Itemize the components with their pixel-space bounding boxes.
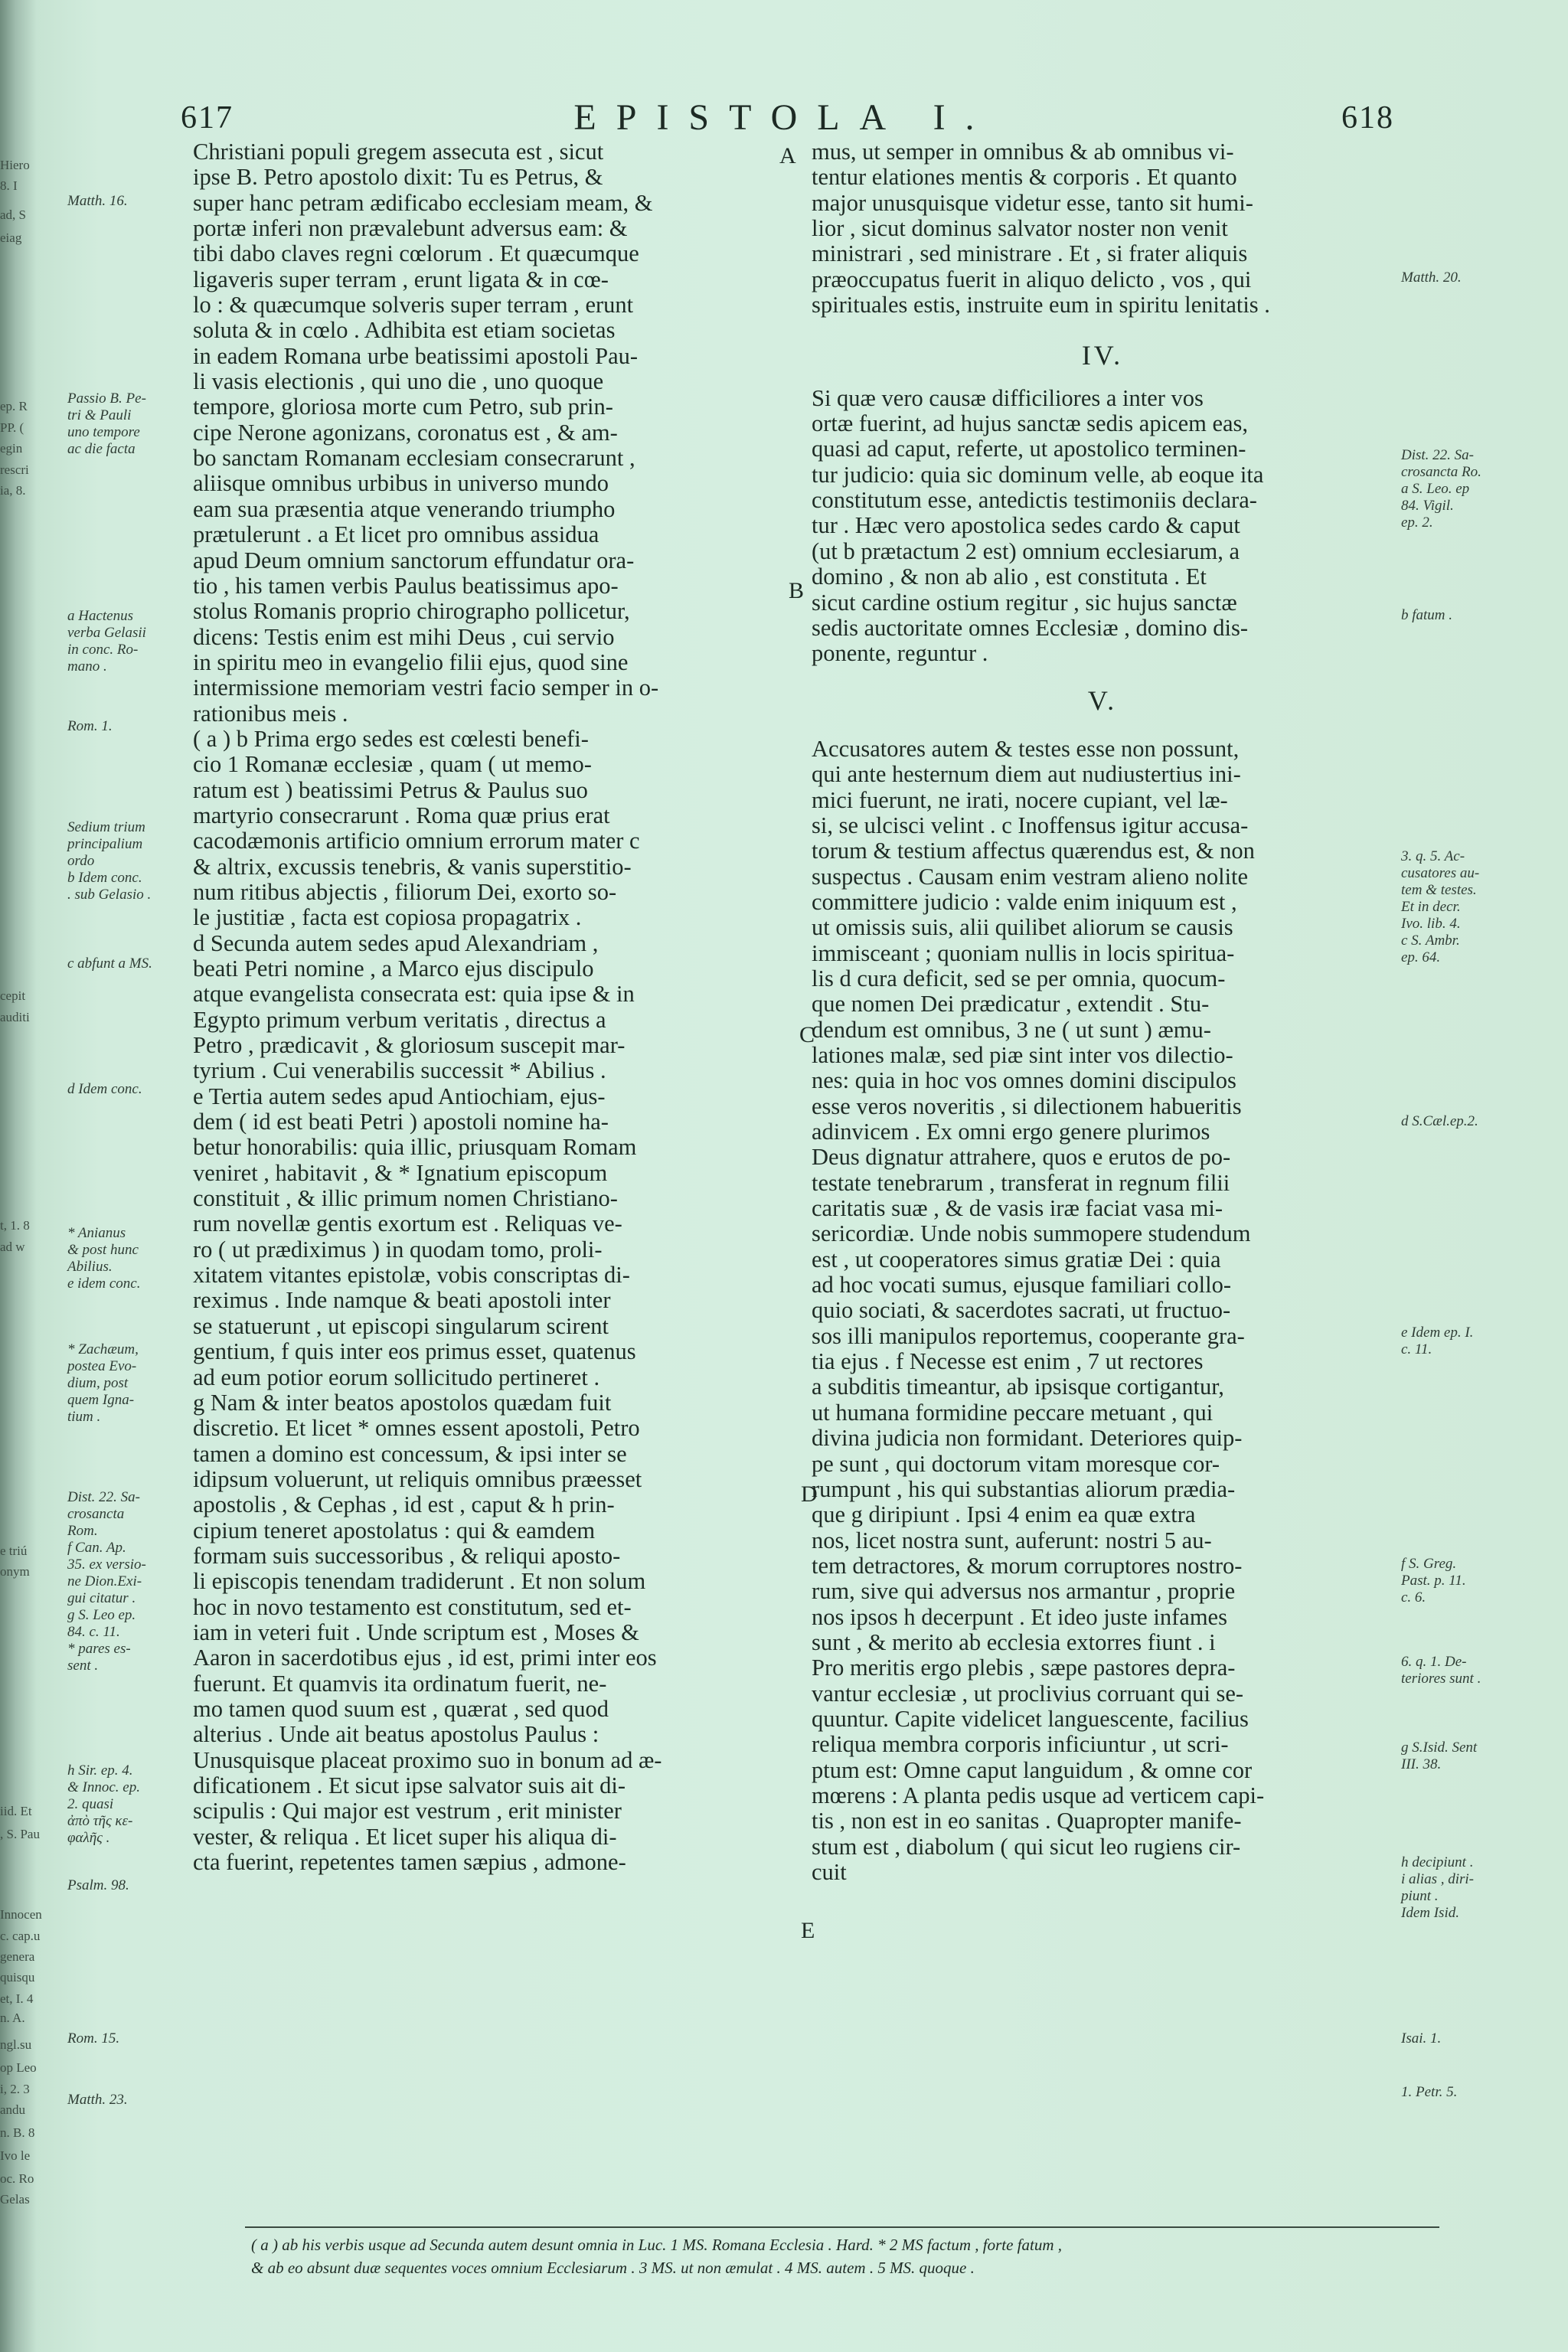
- text-line: constitutum esse, antedictis testimoniis declara-: [812, 488, 1257, 514]
- edge-fragment: Gelas: [0, 2192, 30, 2207]
- margin-note-line: c S. Ambr.: [1401, 933, 1460, 949]
- text-line: rumpunt , his qui substantias aliorum prædia-: [812, 1476, 1236, 1502]
- margin-note: [67, 819, 187, 903]
- edge-fragment: onym: [0, 1564, 30, 1579]
- margin-note-line: c. 6.: [1401, 1589, 1426, 1606]
- margin-note: [67, 1762, 187, 1847]
- margin-note-line: ne Dion.Exi-: [67, 1573, 142, 1589]
- text-line: cta fuerint, repetentes tamen sæpius , admone-: [193, 1850, 626, 1876]
- text-line: Aaron in sacerdotibus ejus , id est, primi inter eos: [193, 1645, 657, 1671]
- text-line: ministrari , sed ministrare . Et , si frater aliquis: [812, 241, 1248, 267]
- text-line: torum & testium affectus quærendus est, & non: [812, 838, 1255, 864]
- margin-note-line: gui citatur .: [67, 1590, 136, 1606]
- margin-note-line: Dist. 22. Sa-: [1401, 447, 1474, 463]
- margin-note-line: tem & testes.: [1401, 882, 1477, 898]
- text-line: xitatem vitantes epistolæ, vobis conscriptas di-: [193, 1263, 630, 1289]
- text-line: immisceant ; quoniam nullis in locis spiritua-: [812, 940, 1235, 966]
- margin-note-line: Matth. 23.: [67, 2092, 128, 2108]
- text-line: betur honorabilis: quia illic, priusquam Romam: [193, 1135, 637, 1161]
- margin-note-line: b Idem conc.: [67, 870, 142, 886]
- text-line: cipe Nerone agonizans, coronatus est , & am-: [193, 420, 618, 446]
- margin-note-line: i alias , diri-: [1401, 1871, 1475, 1887]
- edge-fragment: i, 2. 3: [0, 2082, 30, 2096]
- spacer: [812, 318, 1393, 343]
- text-line: eam sua præsentia atque venerando triumpho: [193, 496, 616, 522]
- margin-note: [1401, 848, 1562, 966]
- text-line: se statuerunt , ut episcopi singularum scirent: [193, 1313, 609, 1339]
- text-line: cuit: [812, 1860, 847, 1885]
- text-line: tis , non est in eo sanitas . Quapropter manife-: [812, 1808, 1242, 1834]
- text-line: dem ( id est beati Petri ) apostoli nomine ha-: [193, 1109, 609, 1135]
- margin-note: [1401, 1740, 1562, 1773]
- margin-note: [1401, 1654, 1562, 1687]
- text-line: mus, ut semper in omnibus & ab omnibus vi-: [812, 139, 1234, 165]
- text-line: stum est , diabolum ( qui sicut leo rugiens cir-: [812, 1834, 1241, 1860]
- text-line: intermissione memoriam vestri facio semper in o-: [193, 675, 659, 701]
- edge-fragment: n. B. 8: [0, 2125, 35, 2140]
- margin-note-line: a Hactenus: [67, 608, 134, 624]
- text-line: dendum est omnibus, 3 ne ( ut sunt ) æmu-: [812, 1017, 1211, 1043]
- spacer: [812, 714, 1393, 737]
- margin-note-line: postea Evo-: [67, 1358, 137, 1374]
- margin-note-line: ep. 2.: [1401, 514, 1433, 531]
- text-line: fuerunt. Et quamvis ita ordinatum fuerit, ne-: [193, 1671, 607, 1697]
- margin-note-line: Abilius.: [67, 1259, 113, 1275]
- text-line: bo sanctam Romanam ecclesiam consecrarunt ,: [193, 446, 635, 472]
- margin-note-line: 84. Vigil.: [1401, 498, 1454, 514]
- text-line: constituit , & illic primum nomen Christiano-: [193, 1186, 618, 1212]
- text-line: tur judicio: quia sic dominum velle, ab eoque ita: [812, 462, 1264, 488]
- margin-note-line: sent .: [67, 1658, 99, 1674]
- text-line: d Secunda autem sedes apud Alexandriam ,: [193, 930, 599, 956]
- margin-note: [67, 718, 187, 735]
- margin-note: [1401, 447, 1562, 531]
- text-line: caritatis suæ , & de vasis iræ faciat vasa mi-: [812, 1196, 1223, 1222]
- edge-fragment: genera: [0, 1949, 35, 1964]
- text-line: sedis auctoritate omnes Ecclesiæ , domino dis-: [812, 615, 1249, 641]
- edge-fragment: ep. R: [0, 399, 28, 413]
- edge-fragment: op Leo: [0, 2060, 37, 2075]
- text-line: apud Deum omnium sanctorum effundatur ora-: [193, 547, 635, 573]
- margin-note-line: tri & Pauli: [67, 407, 132, 423]
- margin-note-line: * Anianus: [67, 1225, 126, 1241]
- text-line: tamen a domino est concessum, & ipsi inter se: [193, 1441, 627, 1467]
- section-marker: E: [801, 1918, 815, 1943]
- text-line: Si quæ vero causæ difficiliores a inter vos: [812, 385, 1204, 411]
- text-line: lo : & quæcumque solveris super terram , erunt: [193, 292, 634, 318]
- text-line: præoccupatus fuerit in aliquo delicto , vos , qui: [812, 266, 1252, 292]
- text-line: ponente, reguntur .: [812, 641, 988, 667]
- margin-note-line: b fatum .: [1401, 607, 1453, 623]
- margin-note-line: d S.Cæl.ep.2.: [1401, 1113, 1478, 1129]
- margin-note-line: Ivo. lib. 4.: [1401, 916, 1461, 932]
- text-line: rum, sive qui adversus nos armantur , proprie: [812, 1579, 1236, 1605]
- section-marker: D: [801, 1481, 818, 1507]
- margin-note-line: Rom. 1.: [67, 718, 113, 734]
- spacer: [812, 369, 1393, 386]
- left-page-number: 617: [181, 100, 234, 136]
- margin-note-line: piunt .: [1401, 1888, 1439, 1904]
- margin-note-line: principalium: [67, 836, 143, 852]
- text-line: sicut cardine ostium regitur , sic hujus sanctæ: [812, 590, 1237, 616]
- edge-fragment: Hiero: [0, 158, 30, 172]
- margin-note-line: dium, post: [67, 1375, 129, 1391]
- text-line: Accusatores autem & testes esse non possunt,: [812, 736, 1240, 762]
- text-line: Deus dignatur attrahere, quos e erutos de po-: [812, 1145, 1231, 1171]
- margin-note-line: & post hunc: [67, 1242, 139, 1258]
- text-line: ptum est: Omne caput languidum , & omne cor: [812, 1757, 1253, 1783]
- margin-note-line: g S.Isid. Sent: [1401, 1740, 1478, 1756]
- right-page-number: 618: [1341, 100, 1394, 136]
- text-line: adinvicem . Ex omni ergo genere plurimos: [812, 1119, 1210, 1145]
- text-line: ad eum potior eorum sollicitudo pertineret .: [193, 1364, 600, 1390]
- text-line: mœrens : A planta pedis usque ad verticem capi-: [812, 1782, 1265, 1808]
- margin-note-line: 1. Petr. 5.: [1401, 2084, 1458, 2100]
- text-line: prætulerunt . a Et licet pro omnibus assidua: [193, 522, 599, 548]
- margin-note-line: Matth. 20.: [1401, 270, 1462, 286]
- margin-note-line: ἀπὸ τῆς κε-: [67, 1813, 133, 1829]
- right-column: [812, 139, 1393, 1885]
- left-column: [193, 139, 801, 1875]
- text-line: vantur ecclesiæ , ut proclivius corruant qui se-: [812, 1681, 1244, 1707]
- section-marker: B: [789, 578, 805, 603]
- margin-note-line: 3. q. 5. Ac-: [1401, 848, 1465, 864]
- text-line: hoc in novo testamento est constitutum, sed et-: [193, 1594, 632, 1620]
- text-line: stolus Romanis proprio chirographo pollicetur,: [193, 599, 630, 625]
- text-line: rum novellæ gentis exortum est . Reliquas ve-: [193, 1211, 622, 1237]
- margin-note-line: Psalm. 98.: [67, 1877, 129, 1893]
- text-line: ut humana formidine peccare metuant , qui: [812, 1400, 1214, 1426]
- margin-note-line: e Idem ep. I.: [1401, 1325, 1474, 1341]
- text-line: cacodæmonis artificio omnium errorum mater c: [193, 828, 640, 854]
- text-line: ut omissis suis, alii quilibet aliorum se causis: [812, 915, 1233, 941]
- margin-note-line: Past. p. 11.: [1401, 1573, 1466, 1589]
- margin-note-line: III. 38.: [1401, 1756, 1442, 1772]
- margin-note-line: Isai. 1.: [1401, 2030, 1442, 2047]
- text-line: tyrium . Cui venerabilis successit * Abilius .: [193, 1058, 606, 1084]
- section-marker: C: [799, 1022, 815, 1047]
- margin-note-line: d Idem conc.: [67, 1081, 142, 1097]
- text-line: ro ( ut prædiximus ) in quodam tomo, proli-: [193, 1236, 603, 1263]
- text-line: ad hoc vocati sumus, ejusque familiari collo-: [812, 1272, 1232, 1298]
- text-line: in eadem Romana urbe beatissimi apostoli Pau-: [193, 343, 639, 369]
- margin-note: [67, 2030, 187, 2047]
- text-line: scipulis : Qui major est vestrum , erit minister: [193, 1798, 622, 1824]
- text-line: ( a ) b Prima ergo sedes est cœlesti benefi-: [193, 726, 589, 752]
- text-line: tia ejus . f Necesse est enim , 7 ut rectores: [812, 1349, 1204, 1375]
- text-line: tentur elationes mentis & corporis . Et quanto: [812, 165, 1237, 191]
- margin-note-line: Et in decr.: [1401, 899, 1461, 915]
- edge-fragment: ad w: [0, 1240, 25, 1254]
- edge-fragment: et, I. 4: [0, 1991, 34, 2006]
- text-line: cipium teneret apostolatus : qui & eamdem: [193, 1517, 596, 1544]
- text-line: (ut b prætactum 2 est) omnium ecclesiarum, a: [812, 538, 1240, 564]
- footnote-line: & ab eo absunt duæ sequentes voces omnium Ecclesiarum . 3 MS. ut non æmulat . 4 MS. autem . 5 MS. quoque .: [251, 2259, 975, 2277]
- text-line: divina judicia non formidant. Deteriores quip-: [812, 1426, 1243, 1452]
- text-line: Egypto primum verbum veritatis , directus a: [193, 1007, 606, 1033]
- margin-note-line: Dist. 22. Sa-: [67, 1489, 140, 1505]
- text-line: Christiani populi gregem assecuta est , sicut: [193, 139, 604, 165]
- text-line: tempore, gloriosa morte cum Petro, sub prin-: [193, 394, 613, 420]
- text-line: ipse B. Petro apostolo dixit: Tu es Petrus, &: [193, 165, 603, 191]
- edge-fragment: Innocen: [0, 1907, 42, 1922]
- text-line: quuntur. Capite videlicet languescente, facilius: [812, 1706, 1249, 1732]
- margin-note-line: g S. Leo ep.: [67, 1607, 136, 1623]
- margin-note: [67, 193, 187, 210]
- margin-note: [1401, 1854, 1562, 1922]
- edge-fragment: auditi: [0, 1010, 30, 1024]
- margin-note-line: 6. q. 1. De-: [1401, 1654, 1467, 1670]
- text-line: dificationem . Et sicut ipse salvator suis ait di-: [193, 1773, 626, 1798]
- text-line: ortæ fuerint, ad hujus sanctæ sedis apicem eas,: [812, 411, 1249, 437]
- text-line: e Tertia autem sedes apud Antiochiam, ejus-: [193, 1083, 606, 1109]
- section-marker: A: [779, 143, 796, 168]
- text-line: li episcopis tenendam tradiderunt . Et non solum: [193, 1569, 646, 1595]
- margin-note: [67, 608, 187, 675]
- edge-fragment: oc. Ro: [0, 2171, 34, 2186]
- margin-note: [1401, 1113, 1562, 1130]
- text-line: alterius . Unde ait beatus apostolus Paulus :: [193, 1722, 599, 1748]
- text-line: formam suis successoribus , & reliqui aposto-: [193, 1543, 621, 1569]
- text-line: esse veros noveritis , si dilectionem habueritis: [812, 1093, 1242, 1119]
- text-line: sericordiæ. Unde nobis summopere studendum: [812, 1221, 1251, 1247]
- text-line: martyrio consecrarunt . Roma quæ prius erat: [193, 802, 610, 828]
- margin-note-line: & Innoc. ep.: [67, 1779, 140, 1795]
- running-title: EPISTOLA I.: [573, 97, 995, 138]
- text-line: super hanc petram ædificabo ecclesiam meam, &: [193, 190, 653, 216]
- text-line: portæ inferi non prævalebunt adversus eam: &: [193, 216, 628, 242]
- text-line: nes: quia in hoc vos omnes domini discipulos: [812, 1068, 1236, 1094]
- spacer: [812, 667, 1393, 688]
- text-line: major unusquisque videtur esse, tanto sit humi-: [812, 190, 1253, 216]
- margin-note-line: h Sir. ep. 4.: [67, 1762, 133, 1779]
- text-line: spirituales estis, instruite eum in spiritu lenitatis .: [812, 292, 1270, 318]
- text-line: le justitiæ , facta est copiosa propagatrix .: [193, 905, 582, 931]
- text-line: ligaveris super terram , erunt ligata & in cœ-: [193, 266, 609, 292]
- margin-note-line: 2. quasi: [67, 1796, 114, 1812]
- margin-note-line: ac die facta: [67, 441, 136, 457]
- text-line: reximus . Inde namque & beati apostoli inter: [193, 1288, 611, 1314]
- margin-note: [67, 956, 187, 972]
- text-line: veniret , habitavit , & * Ignatium episcopum: [193, 1160, 608, 1186]
- text-line: nos, licet nostra sunt, auferunt: nostri 5 au-: [812, 1527, 1212, 1553]
- text-line: dicens: Testis enim est mihi Deus , cui servio: [193, 624, 615, 650]
- edge-fragment: ngl.su: [0, 2037, 32, 2052]
- margin-note-line: Sedium trium: [67, 819, 145, 835]
- footnote-rule: [245, 2226, 1439, 2228]
- text-line: cio 1 Romanæ ecclesiæ , quam ( ut memo-: [193, 752, 592, 778]
- margin-note-line: e idem conc.: [67, 1276, 141, 1292]
- margin-note: [1401, 2030, 1562, 2047]
- text-line: iam in veteri fuit . Unde scriptum est , Moses &: [193, 1619, 639, 1645]
- margin-note-line: * pares es-: [67, 1641, 131, 1657]
- section-heading: IV.: [1081, 343, 1124, 369]
- text-line: nos ipsos h decerpunt . Et ideo juste infames: [812, 1604, 1227, 1630]
- margin-note: [67, 1489, 187, 1674]
- text-line: g Nam & inter beatos apostolos quædam fuit: [193, 1390, 612, 1416]
- text-line: apostolis , & Cephas , id est , caput & h prin-: [193, 1492, 615, 1518]
- margin-note-line: uno tempore: [67, 424, 140, 440]
- text-line: mici fuerunt, ne irati, nocere cupiant, vel læ-: [812, 787, 1228, 813]
- margin-note-line: . sub Gelasio .: [67, 887, 152, 903]
- text-line: pe sunt , qui doctorum vitam moresque cor-: [812, 1451, 1220, 1477]
- text-line: beati Petri nomine , a Marco ejus discipulo: [193, 956, 594, 982]
- margin-note-line: ordo: [67, 853, 95, 869]
- margin-note: [67, 1877, 187, 1894]
- margin-note-line: a S. Leo. ep: [1401, 481, 1470, 497]
- edge-fragment: PP. (: [0, 420, 24, 435]
- edge-fragment: egin: [0, 441, 23, 456]
- text-line: quio sociati, & sacerdotes sacrati, ut fructuo-: [812, 1298, 1231, 1324]
- margin-note-line: Idem Isid.: [1401, 1905, 1459, 1921]
- text-line: ratum est ) beatissimi Petrus & Paulus suo: [193, 777, 588, 803]
- text-line: domino , & non ab alio , est constituta . Et: [812, 564, 1207, 590]
- margin-note-line: Passio B. Pe-: [67, 390, 146, 407]
- edge-fragment: cepit: [0, 988, 26, 1003]
- margin-note-line: f S. Greg.: [1401, 1556, 1457, 1572]
- text-line: Petro , prædicavit , & gloriosum suscepit mar-: [193, 1033, 626, 1059]
- margin-note: [1401, 2084, 1562, 2101]
- section-heading: V.: [1087, 688, 1118, 714]
- edge-fragment: ia, 8.: [0, 483, 26, 498]
- margin-note-line: φαλῆς .: [67, 1830, 110, 1846]
- margin-note: [1401, 270, 1562, 286]
- margin-note-line: teriores sunt .: [1401, 1671, 1481, 1687]
- margin-note: [67, 1225, 187, 1292]
- text-line: si, se ulcisci velint . c Inoffensus igitur accusa-: [812, 812, 1249, 838]
- text-line: gentium, f quis inter eos primus esset, quatenus: [193, 1339, 636, 1365]
- text-line: tur . Hæc vero apostolica sedes cardo & caput: [812, 513, 1240, 539]
- text-line: vester, & reliqua . Et licet super his aliqua di-: [193, 1824, 617, 1850]
- margin-note-line: * Zachæum,: [67, 1341, 139, 1357]
- text-line: Unusquisque placeat proximo suo in bonum ad æ-: [193, 1747, 662, 1773]
- text-line: que nomen Dei prædicatur , extendit . Stu-: [812, 991, 1210, 1018]
- text-line: mo tamen quod suum est , quærat , sed quod: [193, 1696, 609, 1722]
- text-line: li vasis electionis , qui uno die , uno quoque: [193, 369, 604, 395]
- footnote-line: ( a ) ab his verbis usque ad Secunda autem desunt omnia in Luc. 1 MS. Romana Ecclesia . Hard. * 2 MS factum , forte fatum ,: [251, 2236, 1063, 2254]
- text-line: soluta & in cœlo . Adhibita est etiam societas: [193, 318, 616, 344]
- margin-note-line: cusatores au-: [1401, 865, 1480, 881]
- margin-note-line: 84. c. 11.: [67, 1624, 120, 1640]
- edge-fragment: quisqu: [0, 1970, 35, 1984]
- text-line: que g diripiunt . Ipsi 4 enim ea quæ extra: [812, 1502, 1196, 1528]
- margin-note: [67, 2092, 187, 2109]
- edge-fragment: e triú: [0, 1544, 28, 1558]
- edge-fragment: t, 1. 8: [0, 1218, 30, 1233]
- text-line: tio , his tamen verbis Paulus beatissimus apo-: [193, 573, 619, 599]
- edge-fragment: Ivo le: [0, 2148, 31, 2163]
- margin-note-line: f Can. Ap.: [67, 1540, 126, 1556]
- margin-note: [67, 1341, 187, 1426]
- edge-fragment: rescri: [0, 462, 29, 477]
- text-line: sunt , & merito ab ecclesia extorres fiunt . i: [812, 1629, 1216, 1655]
- margin-note-line: crosancta Ro.: [1401, 464, 1481, 480]
- margin-note-line: Rom.: [67, 1523, 98, 1539]
- text-line: qui ante hesternum diem aut nudiustertius ini-: [812, 762, 1241, 788]
- text-line: sos illi manipulos reportemus, cooperante gra-: [812, 1323, 1245, 1349]
- text-line: suspectus . Causam enim vestram alieno nolite: [812, 864, 1249, 890]
- text-line: tem detractores, & morum corruptores nostro-: [812, 1553, 1243, 1579]
- margin-note: [1401, 1556, 1562, 1606]
- text-line: testate tenebrarum , transferat in regnum filii: [812, 1170, 1230, 1196]
- margin-note-line: Matth. 16.: [67, 193, 128, 209]
- edge-fragment: eiag: [0, 230, 22, 245]
- text-line: committere judicio : valde enim iniquum est ,: [812, 889, 1237, 915]
- margin-note-line: quem Igna-: [67, 1392, 135, 1408]
- edge-fragment: iid. Et: [0, 1804, 32, 1818]
- text-line: in spiritu meo in evangelio filii ejus, quod sine: [193, 649, 629, 675]
- text-line: lationes malæ, sed piæ sint inter vos dilectio-: [812, 1043, 1233, 1068]
- margin-note-line: tium .: [67, 1409, 101, 1425]
- margin-note: [1401, 1325, 1562, 1358]
- margin-note: [67, 390, 187, 458]
- text-line: reliqua membra corporis inficiuntur , ut scri-: [812, 1732, 1229, 1758]
- text-line: discretio. Et licet * omnes essent apostoli, Petro: [193, 1416, 640, 1442]
- text-line: idipsum voluerunt, ut reliquis omnibus præesset: [193, 1466, 642, 1492]
- margin-note-line: Rom. 15.: [67, 2030, 120, 2047]
- text-line: tibi dabo claves regni cœlorum . Et quæcumque: [193, 241, 639, 267]
- margin-note-line: crosancta: [67, 1506, 125, 1522]
- text-line: rationibus meis .: [193, 701, 348, 727]
- margin-note: [1401, 607, 1562, 624]
- edge-fragment: n. A.: [0, 2011, 25, 2025]
- margin-note-line: c. 11.: [1401, 1341, 1432, 1357]
- text-line: lior , sicut dominus salvator noster non venit: [812, 216, 1228, 242]
- margin-note: [67, 1081, 187, 1098]
- margin-note-line: 35. ex versio-: [67, 1557, 146, 1573]
- text-line: quasi ad caput, referte, ut apostolico terminen-: [812, 436, 1246, 462]
- edge-fragment: ad, S: [0, 207, 26, 222]
- margin-note-line: c abfunt a MS.: [67, 956, 152, 972]
- margin-note-line: verba Gelasii: [67, 625, 146, 641]
- edge-fragment: andu: [0, 2102, 26, 2117]
- text-line: num ritibus abjectis , filiorum Dei, exorto so-: [193, 879, 617, 905]
- edge-fragment: c. cap.u: [0, 1929, 41, 1943]
- edge-fragment: , S. Pau: [0, 1827, 40, 1841]
- text-line: lis d cura deficit, sed se per omnia, quocum-: [812, 965, 1226, 991]
- margin-note-line: h decipiunt .: [1401, 1854, 1474, 1870]
- text-line: & altrix, excussis tenebris, & vanis superstitio-: [193, 854, 632, 880]
- edge-fragment: 8. I: [0, 178, 18, 193]
- margin-note-line: mano .: [67, 658, 107, 675]
- margin-note-line: in conc. Ro-: [67, 642, 139, 658]
- margin-note-line: ep. 64.: [1401, 949, 1441, 965]
- text-line: est , ut cooperatores simus gratiæ Dei : quia: [812, 1246, 1221, 1272]
- text-line: aliisque omnibus urbibus in universo mundo: [193, 471, 609, 497]
- text-line: Pro meritis ergo plebis , sæpe pastores depra-: [812, 1655, 1236, 1681]
- text-line: atque evangelista consecrata est: quia ipse & in: [193, 982, 635, 1008]
- text-line: a subditis timeantur, ab ipsisque cortigantur,: [812, 1374, 1224, 1400]
